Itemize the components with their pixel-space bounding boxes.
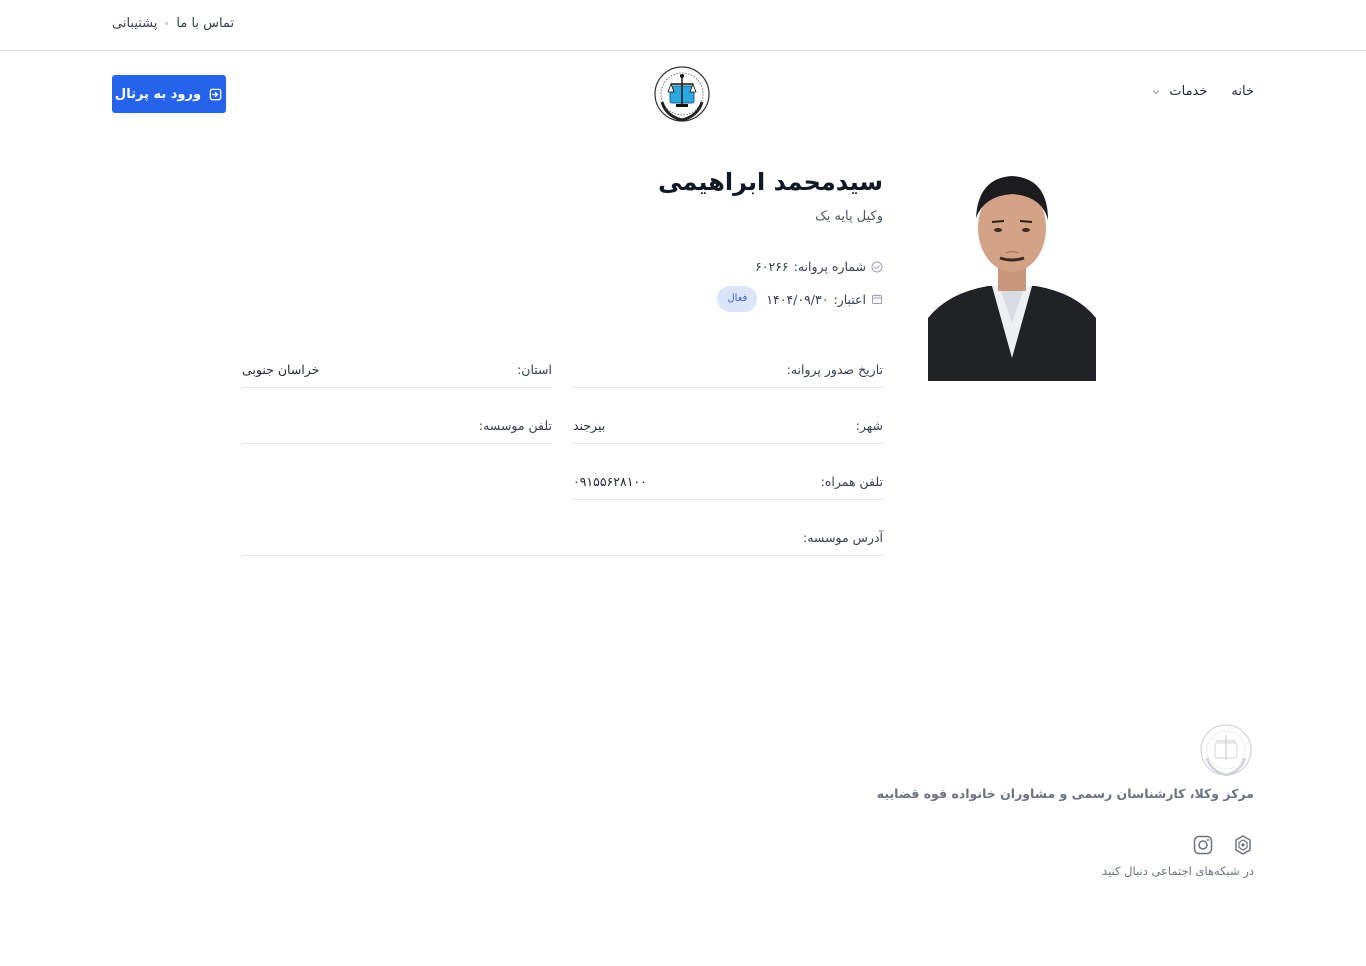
province-label: استان: bbox=[517, 362, 552, 377]
field-institute-phone bbox=[242, 408, 552, 444]
institute-phone-label: تلفن موسسه: bbox=[478, 418, 552, 433]
field-province bbox=[242, 352, 552, 388]
field-mobile bbox=[573, 464, 883, 500]
nav-services-label: خدمات bbox=[1169, 84, 1208, 99]
footer-org-title: مرکز وکلا، کارشناسان رسمی و مشاوران خانواده قوه قضاییه bbox=[876, 786, 1254, 801]
license-value: ۶۰۲۶۶ bbox=[755, 259, 789, 274]
calendar-icon bbox=[871, 293, 883, 305]
lawyer-name: سیدمحمد ابراهیمی bbox=[658, 168, 883, 196]
chevron-down-icon bbox=[1151, 87, 1161, 97]
city-label: شهر: bbox=[855, 418, 883, 433]
issue-date-label: تاریخ صدور پروانه: bbox=[786, 362, 883, 377]
field-institute-address bbox=[242, 520, 883, 556]
validity-row bbox=[717, 286, 883, 312]
portal-login-button[interactable] bbox=[112, 75, 226, 113]
top-links bbox=[112, 16, 234, 31]
judiciary-emblem-icon[interactable] bbox=[652, 64, 712, 124]
social-links bbox=[1192, 834, 1254, 856]
separator-dot bbox=[165, 22, 168, 25]
institute-address-label: آدرس موسسه: bbox=[803, 530, 883, 545]
license-row bbox=[755, 259, 883, 274]
contact-link[interactable]: تماس با ما bbox=[176, 16, 235, 31]
footer-emblem-icon bbox=[1198, 722, 1254, 778]
status-badge: فعال bbox=[717, 286, 757, 312]
instagram-icon[interactable] bbox=[1192, 834, 1214, 856]
login-icon bbox=[208, 87, 223, 102]
rubika-icon[interactable] bbox=[1232, 834, 1254, 856]
top-bar bbox=[0, 0, 1366, 51]
mobile-value[interactable]: ۰۹۱۵۵۶۲۸۱۰۰ bbox=[573, 474, 647, 489]
city-value: بیرجند bbox=[573, 418, 606, 433]
field-issue-date bbox=[573, 352, 883, 388]
main-nav bbox=[1151, 84, 1254, 99]
portal-login-label: ورود به پرتال bbox=[114, 86, 202, 102]
validity-label: اعتبار: bbox=[833, 291, 866, 307]
nav-services[interactable] bbox=[1151, 84, 1207, 99]
license-label: شماره پروانه: bbox=[793, 259, 866, 274]
validity-value: ۱۴۰۴/۰۹/۳۰ bbox=[766, 291, 829, 307]
footer-follow-text: در شبکه‌های اجتماعی دنبال کنید bbox=[1102, 864, 1254, 878]
support-link[interactable]: پشتیبانی bbox=[112, 16, 158, 31]
lawyer-photo bbox=[928, 158, 1096, 381]
province-value: خراسان جنوبی bbox=[242, 362, 320, 377]
mobile-label: تلفن همراه: bbox=[820, 474, 883, 489]
lawyer-title: وکیل پایه یک bbox=[815, 209, 883, 224]
nav-home[interactable]: خانه bbox=[1231, 84, 1254, 99]
field-city bbox=[573, 408, 883, 444]
check-circle-icon bbox=[871, 261, 883, 273]
